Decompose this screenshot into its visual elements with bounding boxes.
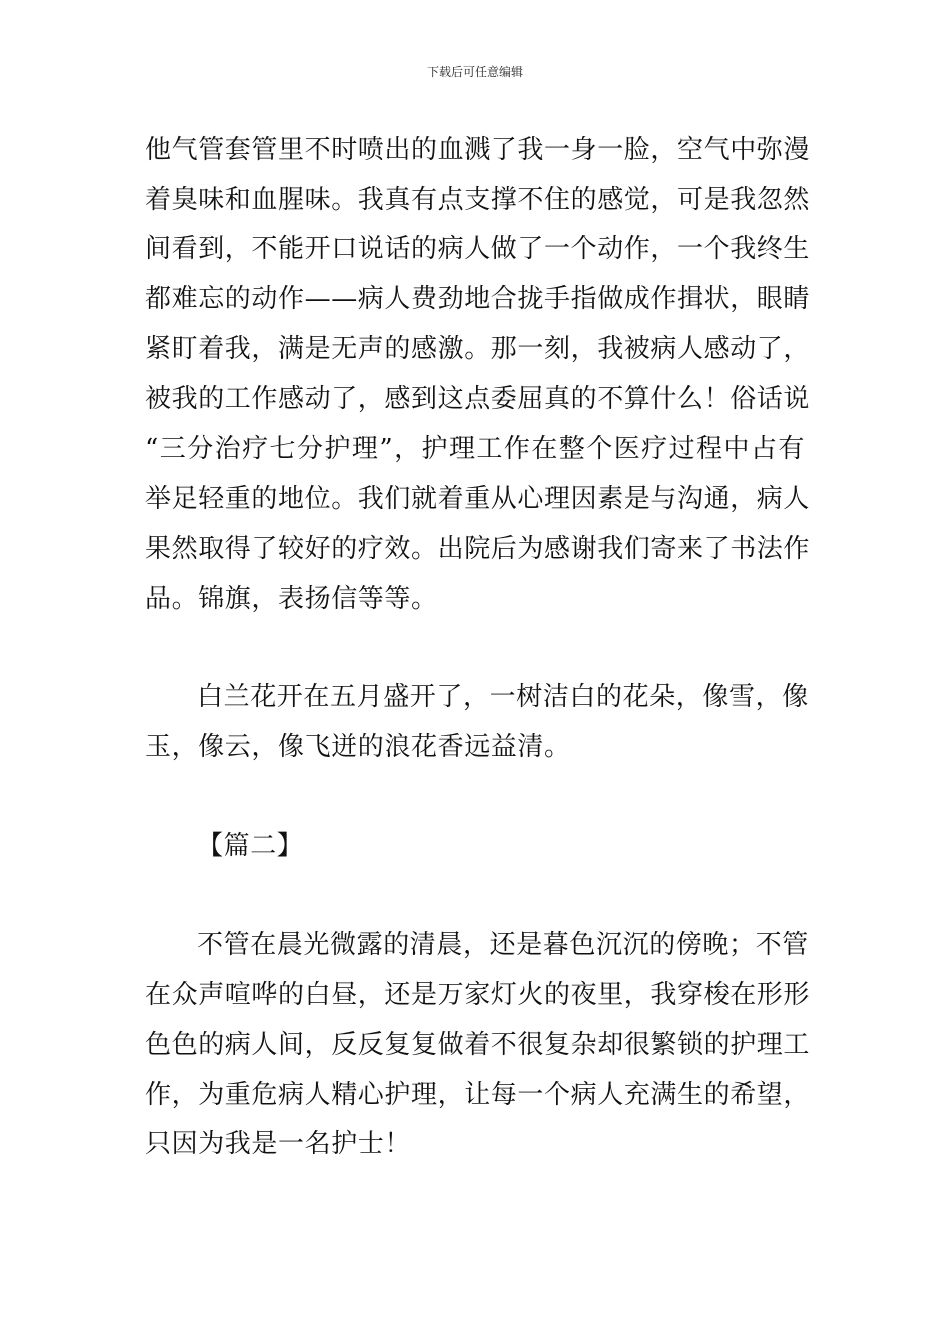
section-heading: 【篇二】 — [197, 831, 304, 861]
paragraph-1-line-2: 着臭味和血腥味。我真有点支撑不住的感觉，可是我忽然 — [145, 185, 811, 215]
paragraph-2-line-2: 玉，像云，像飞迸的浪花香远益清。 — [145, 732, 571, 762]
paragraph-1-line-5: 紧盯着我，满是无声的感激。那一刻，我被病人感动了， — [145, 334, 811, 364]
paragraph-1-line-7: “三分治疗七分护理”，护理工作在整个医疗过程中占有 — [145, 434, 805, 464]
paragraph-1-line-3: 间看到，不能开口说话的病人做了一个动作，一个我终生 — [145, 234, 811, 264]
paragraph-1-line-6: 被我的工作感动了，感到这点委屈真的不算什么！俗话说 — [145, 384, 811, 414]
paragraph-1-line-8: 举足轻重的地位。我们就着重从心理因素是与沟通，病人 — [145, 484, 811, 514]
page-header: 下载后可任意编辑 — [426, 65, 523, 79]
paragraph-1-line-4: 都难忘的动作——病人费劲地合拢手指做成作揖状，眼睛 — [145, 284, 811, 314]
paragraph-1-line-10: 品。锦旗，表扬信等等。 — [145, 584, 438, 614]
paragraph-3-line-2: 在众声喧哗的白昼，还是万家灯火的夜里，我穿梭在形形 — [145, 980, 811, 1010]
paragraph-1-line-1: 他气管套管里不时喷出的血溅了我一身一脸，空气中弥漫 — [145, 135, 811, 165]
paragraph-3-line-4: 作，为重危病人精心护理，让每一个病人充满生的希望， — [145, 1080, 811, 1110]
paragraph-3-line-1: 不管在晨光微露的清晨，还是暮色沉沉的傍晚；不管 — [197, 930, 809, 960]
paragraph-1-line-9: 果然取得了较好的疗效。出院后为感谢我们寄来了书法作 — [145, 534, 811, 564]
paragraph-2-line-1: 白兰花开在五月盛开了，一树洁白的花朵，像雪，像 — [197, 682, 809, 712]
paragraph-3-line-5: 只因为我是一名护士！ — [145, 1129, 412, 1159]
paragraph-3-line-3: 色色的病人间，反反复复做着不很复杂却很繁锁的护理工 — [145, 1030, 811, 1060]
